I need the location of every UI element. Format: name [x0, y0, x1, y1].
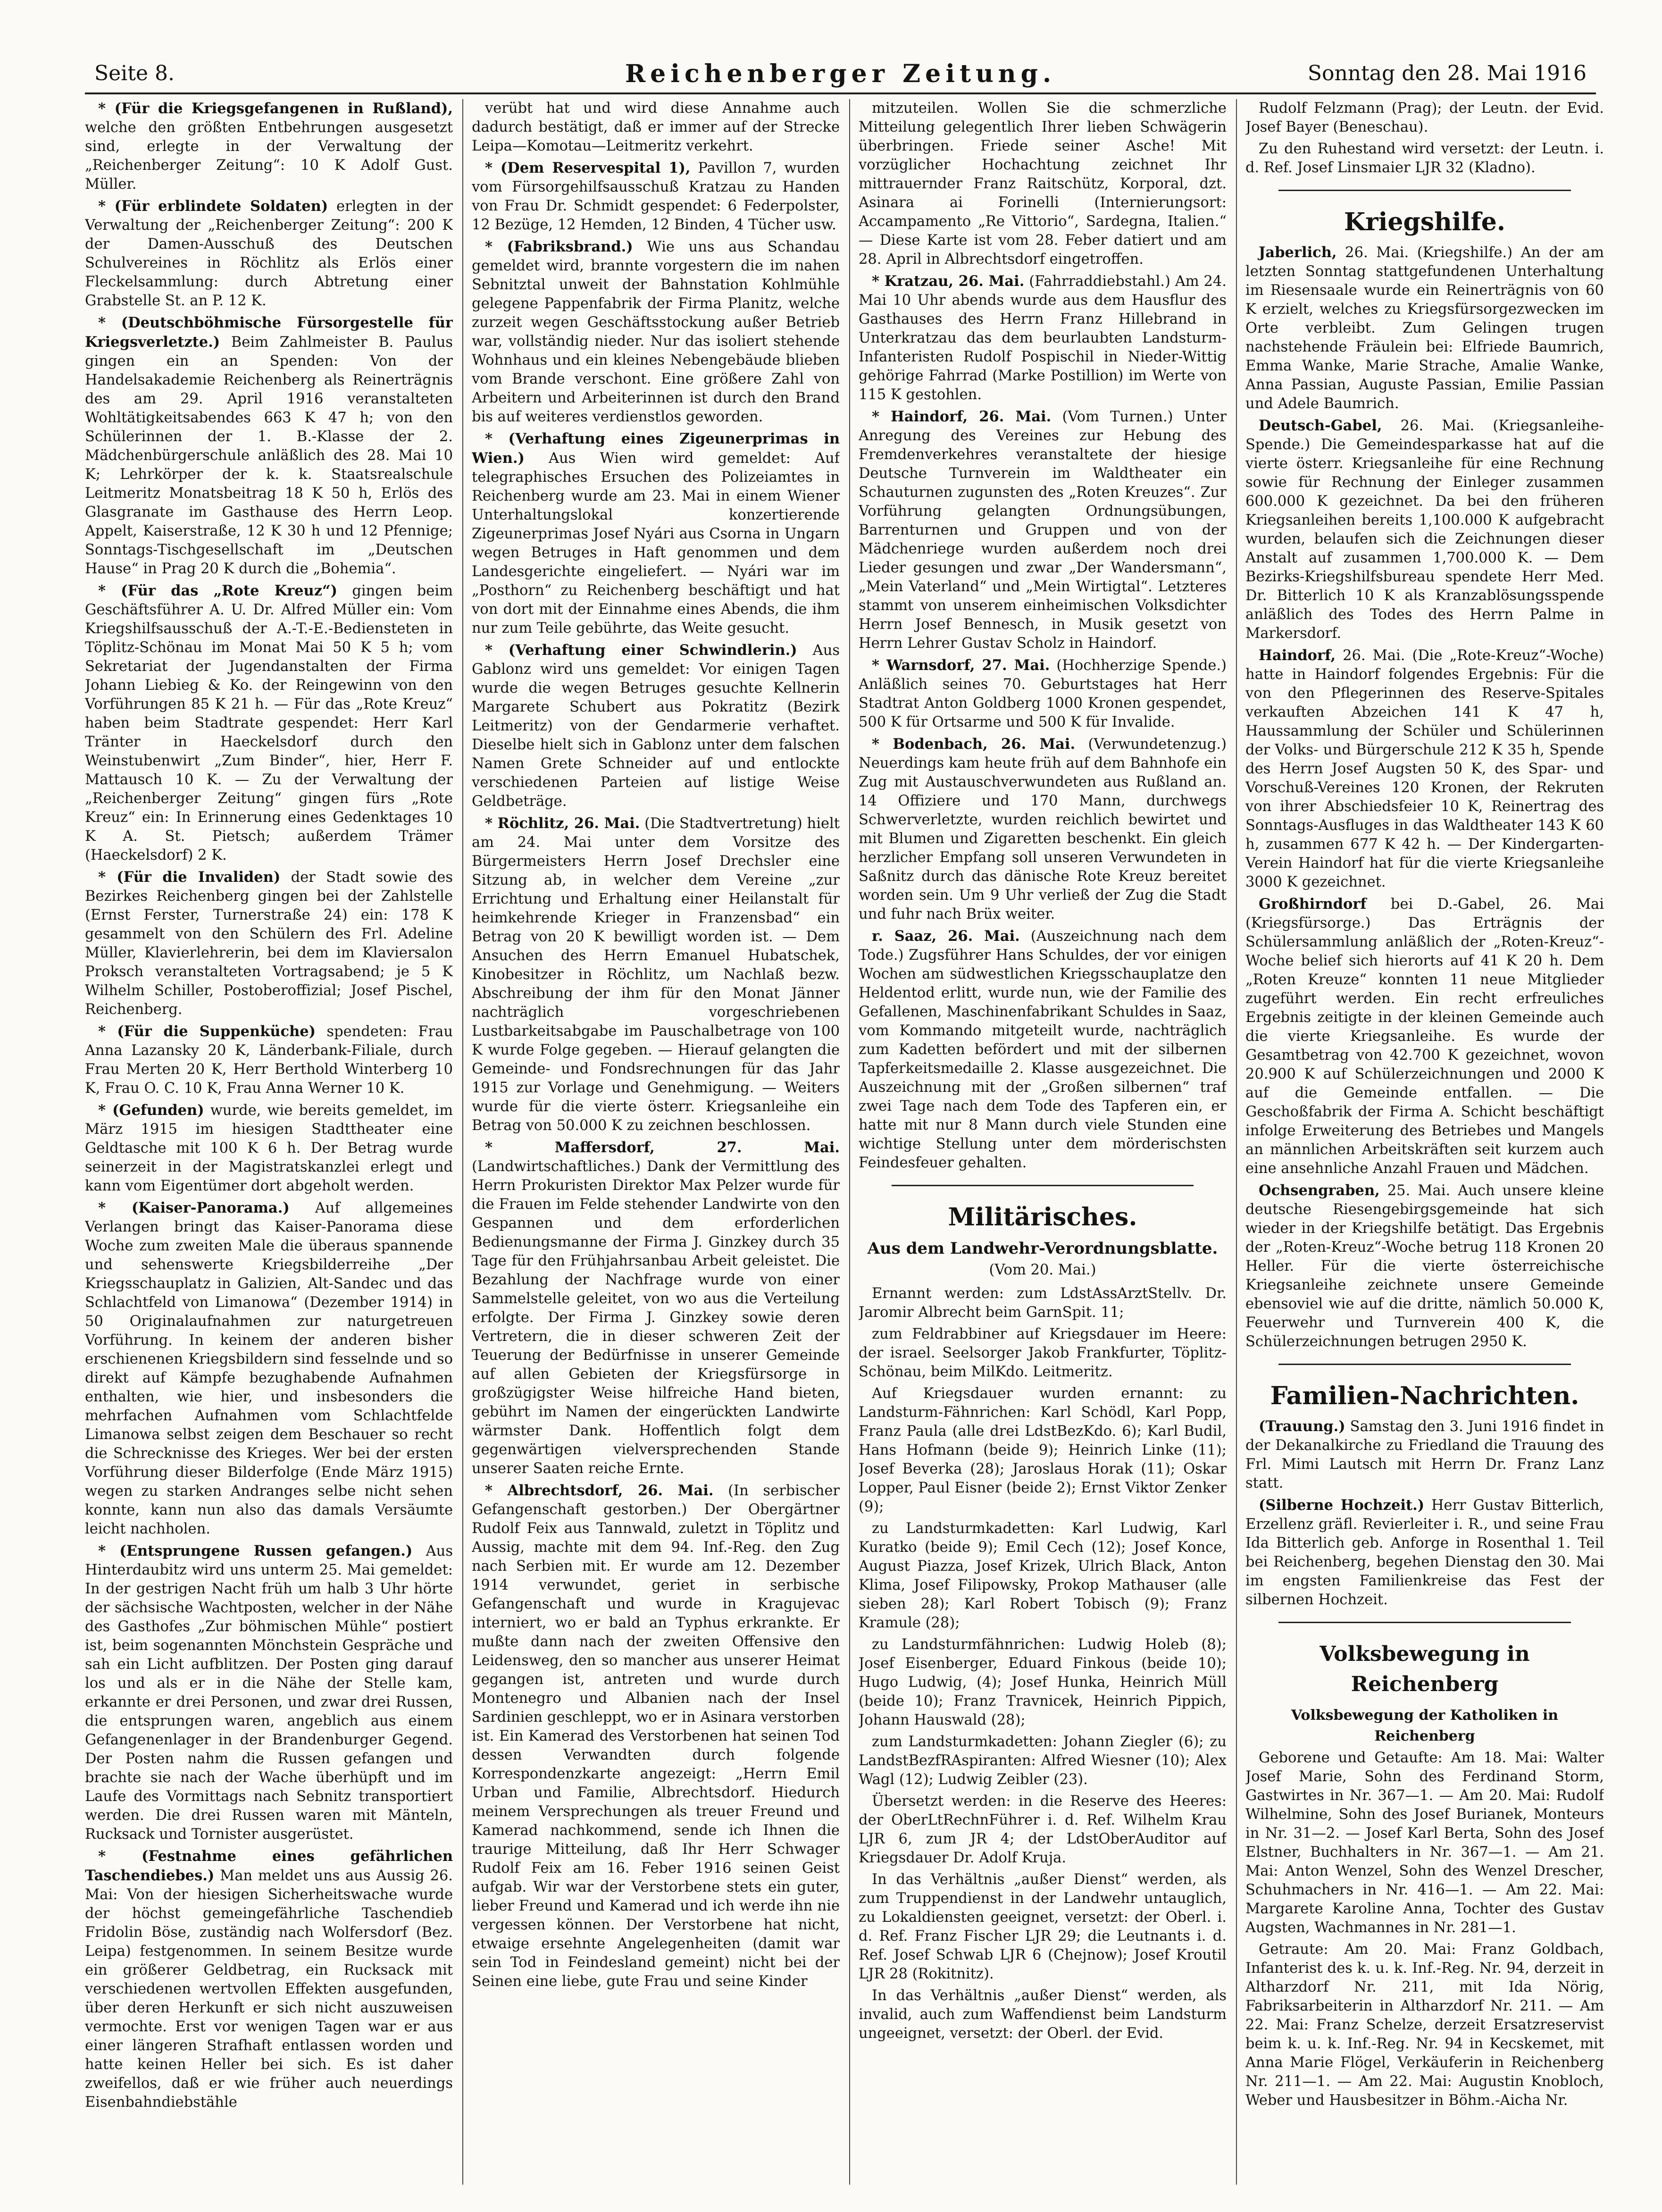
local-news-article — [472, 1138, 840, 1478]
article-keyword: * (Gefunden) — [98, 1102, 204, 1119]
article-text: mitzuteilen. Wollen Sie die schmerzliche Mitteilung gelegentlich Ihrer lieben Schwägerin überbringen. Friede seiner Asche! Mit vorzüglicher Hochachtung zeichnet Ihr mittrauernder Franz Raitschütz, Korporal, dzt. Asinara ai Forinelli (Internierungsort: Accampamento „Re Vittorio“, Sardegna, Italien.“ — Diese Karte ist vom 28. Feber datiert und am 28. April in Albrechtsdorf eingetroffen. — [859, 100, 1227, 268]
kriegshilfe-heading: Kriegshilfe. — [1344, 208, 1505, 236]
local-news-article — [859, 272, 1227, 404]
article-text: Herr Gustav Bitterlich, Erzellenz gräfl. Revierleiter i. R., und seine Frau Ida Bitterlich geb. Anforge in Rosenthal 1. Teil bei Reichenberg, begehen Dienstag den 30. Mai im engsten Familienkreise das Fest der silbernen Hochzeit. — [1245, 1497, 1604, 1608]
article-text: Aus Hinterdaubitz wird uns unterm 25. Mai gemeldet: In der gestrigen Nacht früh um halb 3 Uhr hörte der sächsische Wachtposten, welcher in der Nähe des Gasthofes „Zur böhmischen Mühle“ postiert ist, beim sogenannten Mönchstein Gespräche und sah ein Licht aufblitzen. Der Posten ging darauf los und als er in die Nähe der Stelle kam, erkannte er drei Personen, und zwar drei Russen, die entsprungen waren, angeblich aus einem Gefangenenlager in der Brandenburger Gegend. Der Posten nahm die Russen gefangen und brachte sie nach der Wache überhüpft und im Laufe des Vormittags nach Sebnitz transportiert werden. Die drei Russen waren mit Mänteln, Rucksack und Tornister ausgerüstet. — [85, 1543, 453, 1843]
local-news-article — [472, 641, 840, 811]
military-subheading: Aus dem Landwehr-Verordnungsblatte. — [867, 1239, 1218, 1258]
column-3 — [859, 99, 1227, 2185]
local-news-article — [85, 99, 453, 194]
article-keyword: (Silberne Hochzeit.) — [1259, 1497, 1425, 1514]
article-keyword: * Kratzau, 26. Mai. — [872, 273, 1025, 290]
article-text: (Die Stadtvertretung) hielt am 24. Mai unter dem Vorsitze des Bürgermeisters Herrn Josef Drechsler eine Sitzung ab, in welcher dem Vereine „zur Errichtung und Erhaltung einer Heilanstalt für heimkehrende Krieger in Franzensbad“ ein Betrag von 20 K bewilligt worden ist. — Dem Ansuchen des Herrn Emanuel Hubatschek, Kinobesitzer in Röchlitz, um Nachlaß bezw. Abschreibung der ihm für den Monat Jänner nachträglich vorgeschriebenen Lustbarkeitsabgabe im Pauschalbetrage von 100 K wurde Folge gegeben. — Hierauf gelangten die Gemeinde- und Fondsrechnungen für das Jahr 1915 zur Vorlage und Genehmigung. — Weiters wurde für die vierte österr. Kriegsanleihe ein Betrag von 50.000 K zu zeichnen beschlossen. — [472, 815, 840, 1134]
military-paragraph: In das Verhältnis „außer Dienst“ werden, als zum Truppendienst in der Landwehr untauglich, zu Lokaldiensten geeignet, versetzt: der Oberl. i. d. Ref. Franz Fischer LJR 29; die Leutnants i. d. Ref. Josef Schwab LJR 6 (Chejnow); Josef Kroutil LJR 28 (Rokitnitz). — [859, 1871, 1227, 1982]
column-divider — [849, 99, 850, 2185]
local-news-article — [472, 1481, 840, 1991]
kriegshilfe-article — [1245, 243, 1604, 413]
kriegshilfe-article — [1245, 1181, 1604, 1351]
article-text: (Auszeichnung nach dem Tode.) Zugsführer Hans Schuldes, der vor einigen Wochen am südwestlichen Kriegsschauplatze den Heldentod erlitt, wurde nun, wie der Familie des Gefallenen, Maschinenfabrikant Schuldes in Saaz, vom Kommando mitgeteilt wurde, nachträglich zum Kadetten befördert und mit der silbernen Tapferkeitsmedaille 2. Klasse ausgezeichnet. Die Auszeichnung mit der „Großen silbernen“ traf zwei Tage nach dem Tode des Tapferen ein, er hatte mit nur 8 Mann durch viele Stunden eine wichtige Stellung unter dem mörderischsten Feindesfeuer gehalten. — [859, 928, 1227, 1171]
article-keyword: * (Dem Reservespital 1), — [485, 159, 691, 176]
kriegshilfe-items — [1245, 243, 1604, 1351]
newspaper-title: Reichenberger Zeitung. — [625, 59, 1056, 88]
article-text: (Vom Turnen.) Unter Anregung des Vereines zur Hebung des Fremdenverkehres veranstaltete der hiesige Deutsche Turnverein im Waldtheater ein Schauturnen zugunsten des „Roten Kreuzes“. Zur Vorführung gelangten Ordnungsübungen, Barrenturnen und Gruppen und von der Mädchenriege wurden außerdem noch drei Lieder gesungen und zwar „Der Wandersmann“, „Mein Vaterland“ und „Mein Wirtigtal“. Letzteres stammt von unserem einheimischen Volksdichter Herrn Josef Bennesch, in Musik gesetzt von Herrn Lehrer Gustav Scholz in Haindorf. — [859, 409, 1227, 652]
article-text: (Hochherzige Spende.) Anläßlich seines 70. Geburtstages hat Herr Stadtrat Anton Goldberg 1000 Kronen gespendet, 500 K für Ortsarme und 500 K für Invalide. — [859, 657, 1227, 730]
article-keyword: * Bodenbach, 26. Mai. — [872, 736, 1076, 753]
article-keyword: * (Für die Suppenküche) — [98, 1023, 316, 1040]
local-news-article — [859, 99, 1227, 269]
local-news-article — [85, 1101, 453, 1196]
article-keyword: Jaberlich, — [1259, 244, 1337, 261]
article-keyword: * Maffersdorf, 27. Mai. — [485, 1139, 840, 1156]
local-news-article — [859, 927, 1227, 1173]
kriegshilfe-article — [1245, 895, 1604, 1178]
article-keyword: * (Für die Invaliden) — [98, 869, 281, 886]
article-keyword: * (Festnahme eines gefährlichen Taschendiebes.) — [85, 1848, 453, 1884]
volks-paragraph: Geborene und Getaufte: Am 18. Mai: Walter Josef Marie, Sohn des Ferdinand Storm, Gastwirtes in Nr. 367—1. — Am 20. Mai: Rudolf Wilhelmine, Sohn des Josef Burianek, Monteurs in Nr. 31—2. — Josef Karl Berta, Sohn des Josef Elstner, Buchhalters in Nr. 367—1. — Am 21. Mai: Anton Wenzel, Sohn des Wenzel Drescher, Schuhmachers in Nr. 416—1. — Am 22. Mai: Margarete Karoline Anna, Tochter des Gustav Augsten, Wachmannes in Nr. 281—1. — [1245, 1750, 1604, 1936]
article-text: (Verwundetenzug.) Neuerdings kam heute früh auf dem Bahnhofe ein Zug mit Austauschverwundeten aus Rußland an. 14 Offiziere und 170 Mann, durchwegs Schwerverletzte, wurden reichlich bewirtet und mit Blumen und Zigaretten beschenkt. Ein gleich herzlicher Empfang soll unseren Verwundeten in Saßnitz durch das dänische Rote Kreuz bereitet worden sein. Um 9 Uhr verließ der Zug die Stadt und fuhr nach Brüx weiter. — [859, 736, 1227, 922]
volks-items — [1245, 1749, 1604, 2110]
familien-items — [1245, 1417, 1604, 1609]
column-3-news — [859, 99, 1227, 1173]
military-paragraph: zum Landsturmkadetten: Johann Ziegler (6); zu LandstBezfRAspiranten: Alfred Wiesner (10); Alex Wagl (12); Ludwig Zeibler (23). — [859, 1734, 1227, 1788]
kriegshilfe-article — [1245, 646, 1604, 892]
header-rule — [85, 92, 1596, 94]
article-text: verübt hat und wird diese Annahme auch dadurch bestätigt, daß er immer auf der Strecke Leipa—Komotau—Leitmeritz verkehrt. — [472, 100, 840, 154]
section-rule — [1278, 190, 1571, 191]
article-text: (Fahrraddiebstahl.) Am 24. Mai 10 Uhr abends wurde aus dem Hausflur des Gasthauses des Herrn Franz Hillebrand in Unterkratzau das dem beurlaubten Landsturm-Infanteristen Rudolf Pospischil in Nieder-Wittig gehörige Fahrrad (Marke Postillion) im Werte von 115 K gestohlen. — [859, 273, 1227, 403]
article-keyword: * Röchlitz, 26. Mai. — [485, 815, 640, 832]
local-news-article — [859, 735, 1227, 924]
column-1 — [85, 99, 453, 2185]
local-news-article — [859, 407, 1227, 653]
article-keyword: Deutsch-Gabel, — [1259, 417, 1382, 434]
article-text: Beim Zahlmeister B. Paulus gingen ein an Spenden: Von der Handelsakademie Reichenberg als Reinerträgnis des am 29. April 1916 veranstalteten Wohltätigkeitsabendes 663 K 47 h; von den Schülerinnen der 1. B.-Klasse der 2. Mädchenbürgerschule anläßlich des 28. Mai 10 K; Lehrkörper der k. k. Staatsrealschule Leitmeritz Monatsbeitrag 18 K 50 h, Erlös des Glasgranate im Gasthause des Herrn Leop. Appelt, Kaiserstraße, 12 K 30 h und 12 Pfennige; Sonntags-Tischgesellschaft im „Deutschen Hause“ in Prag 20 K durch die „Bohemia“. — [85, 334, 453, 577]
article-keyword: * (Entsprungene Russen gefangen.) — [98, 1542, 413, 1559]
article-keyword: * (Für die Kriegsgefangenen in Rußland), — [98, 100, 453, 117]
page-header — [94, 57, 1587, 94]
article-text: wurde, wie bereits gemeldet, im März 1915 im hiesigen Stadttheater eine Geldtasche mit 100 K 6 h. Der Betrag wurde seinerzeit in der Magistratskanzlei erlegt und kann vom Eigentümer dort abgeholt werden. — [85, 1102, 453, 1194]
military-paragraph: Übersetzt werden: in die Reserve des Heeres: der OberLtRechnFührer i. d. Ref. Wilhelm Krau LJR 6, zum JR 4; der LdstOberAuditor auf Kriegsdauer Dr. Adolf Kruja. — [859, 1793, 1227, 1866]
article-text: Pavillon 7, wurden vom Fürsorgehilfsausschuß Kratzau zu Handen von Frau Dr. Schmidt gespendet: 6 Federpolster, 12 Bezüge, 12 Hemden, 12 Binden, 4 Tücher usw. — [472, 160, 840, 233]
military-paragraph: zu Landsturmkadetten: Karl Ludwig, Karl Kuratko (beide 9); Emil Cech (12); Josef Konce, August Piazza, Josef Krizek, Ulrich Black, Anton Klima, Josef Filipowsky, Prokop Mathauser (alle sieben 28); Karl Robert Tobisch (9); Franz Kramule (28); — [859, 1520, 1227, 1631]
kriegshilfe-article — [1245, 416, 1604, 643]
article-text: Auf allgemeines Verlangen bringt das Kaiser-Panorama diese Woche zum zweiten Male die überaus spannende und sehenswerte Kriegsbilderreihe „Der Kriegsschauplatz in Galizien, Alt-Sandec und das Schlachtfeld von Limanowa“ (Dezember 1914) in 50 Originalaufnahmen zur naturgetreuen Vorführung. In keinem der anderen bisher erschienenen Kriegsbildern sind fesselnde und so direkt auf Kämpfe bezughabende Aufnahmen enthalten, wie hier, und insbesonders die mehrfachen Aufnahmen vom Schlachtfelde Limanowa selbst zeigen dem Beschauer so recht die Schrecknisse des Krieges. Wer bei der ersten Vorführung dieser Bilderfolge (Ende März 1915) wegen zu starken Andranges selbe nicht sehen konnte, kann nun also das damals Versäumte leicht nachholen. — [85, 1200, 453, 1537]
column-4 — [1245, 99, 1604, 2185]
article-keyword: * (Deutschböhmische Fürsorgestelle für Kriegsverletzte.) — [85, 314, 453, 351]
local-news-article — [85, 1847, 453, 2112]
article-text: 25. Mai. Auch unsere kleine deutsche Riesengebirgsgemeinde hat sich wieder in der Kriegshilfe betätigt. Das Ergebnis der „Roten-Kreuz“-Woche betrug 118 Kronen 20 Heller. Für die vierte österreichische Kriegsanleihe zeichnete unsere Gemeinde ebensoviel wie auf die dritte, nämlich 50.000 K, Feuerwehr und Turnverein 400 K, die Schülerzeichnungen betrugen 2950 K. — [1245, 1182, 1604, 1350]
military-paragraph: Rudolf Felzmann (Prag); der Leutn. der Evid. Josef Bayer (Beneschau). — [1245, 100, 1604, 135]
article-text: Samstag den 3. Juni 1916 findet in der Dekanalkirche zu Friedland die Trauung des Frl. Mimi Lautsch mit Herrn Dr. Franz Lanz statt. — [1245, 1418, 1604, 1491]
columns — [85, 99, 1604, 2185]
familien-heading: Familien-Nachrichten. — [1270, 1382, 1579, 1410]
local-news-article — [85, 581, 453, 865]
military-paragraph: zu Landsturmfähnrichen: Ludwig Holeb (8); Josef Eisenberger, Eduard Finkous (beide 10); Hugo Ludwig, (4); Josef Hunka, Heinrich Müll (beide 10); Franz Travnicek, Heinrich Pippich, Johann Hauswald (28); — [859, 1636, 1227, 1728]
article-keyword: * Warnsdorf, 27. Mai. — [872, 657, 1050, 674]
local-news-article — [85, 1198, 453, 1539]
article-text: der Stadt sowie des Bezirkes Reichenberg gingen bei der Zahlstelle (Ernst Ferster, Turnerstraße 24) ein: 178 K gesammelt von den Schülern des Frl. Adeline Müller, Klavierlehrerin, bei dem im Klaviersalon Proksch veranstalteten Vortragsabend; je 5 K Wilhelm Schiller, Postoberoffizial; Josef Pischel, Reichenberg. — [85, 869, 453, 1018]
article-keyword: Großhirndorf — [1259, 896, 1367, 913]
volks-subheading: Volksbewegung der Katholiken in Reichenberg — [1291, 1707, 1559, 1744]
article-text: 26. Mai. (Kriegsanleihe-Spende.) Die Gemeindesparkasse hat auf die vierte österr. Kriegsanleihe für eine Rechnung sowie für Rechnung der Einleger zusammen 600.000 K gezeichnet. Da bei den früheren Kriegsanleihen bereits 1,100.000 K aufgebracht wurden, belaufen sich die Zeichnungen dieser Anstalt auf zusammen 1,700.000 K. — Dem Bezirks-Kriegshilfsbureau spendete Herr Med. Dr. Bitterlich 10 K als Kranzablösungsspende anläßlich des Todes des Herrn Palme in Markersdorf. — [1245, 418, 1604, 642]
article-keyword: * (Für das „Rote Kreuz“) — [98, 582, 338, 599]
volks-heading: Volksbewegung in Reichenberg — [1320, 1642, 1530, 1696]
column-2 — [472, 99, 840, 2185]
local-news-article — [472, 814, 840, 1135]
article-keyword: Haindorf, — [1259, 647, 1336, 664]
column-divider — [462, 99, 463, 2185]
familien-article — [1245, 1417, 1604, 1493]
article-keyword: * (Verhaftung eines Zigeunerprimas in Wien.) — [472, 430, 840, 467]
local-news-article — [472, 99, 840, 156]
local-news-article — [472, 159, 840, 235]
article-keyword: r. Saaz, 26. Mai. — [872, 928, 1020, 945]
military-paragraph: In das Verhältnis „außer Dienst“ werden, als invalid, auch zum Waffendienst beim Landsturm ungeeignet, versetzt: der Oberl. der Evid. — [859, 1987, 1227, 2042]
section-rule — [892, 1185, 1194, 1186]
article-text: gingen beim Geschäftsführer A. U. Dr. Alfred Müller ein: Vom Kriegshilfsausschuß der A.-T.-E.-Bediensteten in Töplitz-Schönau im Monat Mai 50 K 5 h; vom Sekretariat der Jugendanstalten der Firma Johann Liebieg & Ko. der Reingewinn von den Vorführungen 85 K 21 h. — Für das „Rote Kreuz“ haben beim Stadtrate gespendet: Herr Karl Tränter in Haeckelsdorf durch den Weinstubenwirt „Zum Binder“, hier, Herr F. Mattausch 10 K. — Zu der Verwaltung der „Reichenberger Zeitung“ gingen fürs „Rote Kreuz“ ein: In Erinnerung eines Gedenktages 10 K A. St. Pietsch; außerdem Trämer (Haeckelsdorf) 2 K. — [85, 583, 453, 863]
section-rule — [1278, 1364, 1571, 1365]
local-news-article — [859, 656, 1227, 732]
article-keyword: * Albrechtsdorf, 26. Mai. — [485, 1482, 714, 1499]
article-keyword: * Haindorf, 26. Mai. — [872, 408, 1052, 425]
volks-paragraph: Getraute: Am 20. Mai: Franz Goldbach, Infanterist des k. u. k. Inf.-Reg. Nr. 94, derzeit in Altharzdorf Nr. 211, mit Ida Nörig, Fabriksarbeiterin in Altharzdorf Nr. 211. — Am 22. Mai: Franz Schelze, derzeit Ersatzreservist beim k. u. k. Inf.-Reg. Nr. 94 in Kecskemet, mit Anna Marie Flögel, Verkäuferin in Reichenberg Nr. 211—1. — Am 22. Mai: Augustin Knobloch, Weber und Hausbesitzer in Böhm.-Aicha Nr. — [1245, 1941, 1604, 2109]
article-keyword: (Trauung.) — [1259, 1418, 1345, 1435]
military-continued — [1245, 99, 1604, 177]
local-news-article — [85, 1542, 453, 1844]
article-text: 26. Mai. (Die „Rote-Kreuz“-Woche) hatte in Haindorf folgendes Ergebnis: Für die von den Pflegerinnen des Reserve-Spitales verkauften Abzeichen 141 K 47 h, Haussammlung der Schüler und Schülerinnen der Volks- und Bürgerschule 212 K 35 h, Spende des Herrn Josef Augsten 50 K, des Spar- und Vorschuß-Vereines 120 Kronen, der Rekruten von ihrer Abschiedsfeier 10 K, Reinertrag des Sonntags-Ausfluges in das Waldtheater 143 K 60 h, zusammen 677 K 42 h. — Der Kindergarten-Verein Haindorf hat für die vierte Kriegsanleihe 3000 K gezeichnet. — [1245, 647, 1604, 890]
article-keyword: * (Für erblindete Soldaten) — [98, 198, 328, 215]
local-news-article — [85, 313, 453, 578]
section-rule — [1278, 1622, 1571, 1623]
military-heading: Militärisches. — [948, 1203, 1137, 1232]
article-text: Man meldet uns aus Aussig 26. Mai: Von der hiesigen Sicherheitswache wurde der höchst gemeingefährliche Taschendieb Fridolin Böse, zuständig nach Wolfersdorf (Bez. Leipa) festgenommen. In seinem Besitze wurde ein größerer Geldbetrag, ein Rucksack mit verschiedenen wertvollen Effekten ausgefunden, über deren Herkunft er sich nicht auszuweisen vermochte. Erst vor wenigen Tagen war er aus einer längeren Strafhaft entlassen worden und hatte keinen Heller bei sich. Es ist daher zweifellos, daß er wie früher auch neuerdings Eisenbahndiebstähle — [85, 1868, 453, 2111]
issue-date: Sonntag den 28. Mai 1916 — [1307, 61, 1587, 85]
article-text: Wie uns aus Schandau gemeldet wird, brannte vorgestern die im nahen Sebnitztal unweit der Bahnstation Kohlmühle gelegene Pappenfabrik der Firma Planitz, welche zurzeit wegen Geschäftsstockung außer Betrieb war, vollständig nieder. Nur das isoliert stehende Wohnhaus und ein kleines Nebengebäude blieben vom Brande verschont. Eine größere Zahl von Arbeitern und Arbeiterinnen ist durch den Brand bis auf weiteres verdienstlos geworden. — [472, 239, 840, 425]
local-news-article — [472, 429, 840, 638]
military-paragraph: Auf Kriegsdauer wurden ernannt: zu Landsturm-Fähnrichen: Karl Schödl, Karl Popp, Franz Paula (alle drei LdstBezKdo. 6); Karl Budil, Hans Hofmann (beide 9); Heinrich Linke (11); Josef Beverka (28); Jaroslaus Horak (11); Oskar Lopper, Paul Eisner (beide 2); Ernst Viktor Zenker (9); — [859, 1385, 1227, 1515]
article-text: (In serbischer Gefangenschaft gestorben.) Der Obergärtner Rudolf Feix aus Tannwald, zuletzt in Töplitz und Aussig, machte mit dem 94. Inf.-Reg. den Zug nach Serbien mit. Er wurde am 12. Dezember 1914 verwundet, geriet in serbische Gefangenschaft und wurde in Kragujevac interniert, wo er bald an Typhus erkrankte. Er mußte dann nach der zweiten Offensive den Leidensweg, den so mancher aus unserer Heimat gegangen ist, antreten und wurde durch Montenegro und Albanien nach der Insel Sardinien geschleppt, wo er in Asinara verstorben ist. Ein Kamerad des Verstorbenen hat seinen Tod dessen Verwandten durch folgende Korrespondenzkarte angezeigt: „Herrn Emil Urban und Familie, Albrechtsdorf. Hiedurch meinem Versprechungen als treuer Freund und Kamerad nachkommend, sende ich Ihnen die traurige Mitteilung, daß Ihr Herr Schwager Rudolf Feix am 16. Feber 1916 seinen Geist aufgab. Wir war der Verstorbene stets ein guter, lieber Freund und Kamerad und ich werde ihn nie vergessen können. Der Verstorbene hat nicht, etwaige ersehnte Angelegenheiten (damit war sein Tod in Feindesland gemeint) nicht bei der Seinen eine liebe, gute Frau und seine Kinder — [472, 1483, 840, 1990]
article-keyword: Ochsengraben, — [1259, 1182, 1380, 1199]
military-paragraph: zum Feldrabbiner auf Kriegsdauer im Heere: der israel. Seelsorger Jakob Frankfurter, Töplitz-Schönau, beim MilKdo. Leitmeritz. — [859, 1326, 1227, 1380]
article-text: Aus Gablonz wird uns gemeldet: Vor einigen Tagen wurde die wegen Betruges gesuchte Kellnerin Margarete Schubert aus Pokratitz (Bezirk Leitmeritz) von der Gendarmerie verhaftet. Dieselbe hielt sich in Gablonz unter dem falschen Namen Grete Schneider auf und entlockte verschiedenen Parteien auf listige Weise Geldbeträge. — [472, 642, 840, 810]
article-text: Aus Wien wird gemeldet: Auf telegraphisches Ersuchen des Polizeiamtes in Reichenberg wurde am 23. Mai in einem Wiener Unterhaltungslokal konzertierende Zigeunerprimas Josef Nyári aus Csorna in Ungarn wegen Betruges in Haft genommen und dem Landesgerichte eingeliefert. — Nyári war im „Posthorn“ zu Reichenberg beschäftigt und hat von dort mit der Einnahme eines Abends, die ihm nur zum Teile gebührte, das Weite gesucht. — [472, 450, 840, 637]
local-news-article — [85, 868, 453, 1019]
article-keyword: * (Kaiser-Panorama.) — [98, 1199, 290, 1216]
military-paragraph: Zu den Ruhestand wird versetzt: der Leutn. i. d. Ref. Josef Linsmaier LJR 32 (Kladno). — [1245, 141, 1604, 176]
article-keyword: * (Fabriksbrand.) — [485, 238, 633, 255]
article-keyword: * (Verhaftung einer Schwindlerin.) — [485, 642, 797, 659]
local-news-article — [85, 197, 453, 310]
article-text: (Landwirtschaftliches.) Dank der Vermittlung des Herrn Prokuristen Direktor Max Pelzer wurde für die Frauen im Felde stehender Landwirte von den Gespannen und dem erforderlichen Bedienungsmanne der Firma J. Ginzkey durch 35 Tage für den Frühjahrsanbau Arbeit geleistet. Die Bezahlung der Nachfrage wurde von einer Sammelstelle geleitet, von wo aus die Verteilung erfolgte. Der Firma J. Ginzkey sowie deren Vertretern, die in dieser schweren Zeit der Teuerung der Bedürfnisse in unserer Gemeinde auf allen Gebieten der Kriegsfürsorge in großzügigster Weise hilfreiche Hand bieten, gebührt im Namen der eingerückten Landwirte wärmster Dank. Hoffentlich folgt dem gegenwärtigen vielversprechenden Stande unserer Saaten reiche Ernte. — [472, 1158, 840, 1477]
local-news-article — [85, 1022, 453, 1098]
military-date: (Vom 20. Mai.) — [989, 1262, 1096, 1278]
article-text: erlegten in der Verwaltung der „Reichenberger Zeitung“: 200 K der Damen-Ausschuß des Deutschen Schulvereines in Röchlitz als Erlös einer Fleckelsammlung: durch Abtretung einer Grabstelle St. an P. 12 K. — [85, 198, 453, 309]
article-text: bei D.-Gabel, 26. Mai (Kriegsfürsorge.) Das Erträgnis der Schülersammlung anläßlich der „Roten-Kreuz“-Woche belief sich hierorts auf 41 K 20 h. Dem „Roten Kreuze“ konnten 11 neue Mitglieder zugeführt werden. Ein recht erfreuliches Ergebnis zeitigte in der kleinen Gemeinde auch die vierte Kriegsanleihe. Es wurde der Gesamtbetrag von 42.700 K gezeichnet, wovon 20.900 K auf Schülerzeichnungen und 2000 K auf die Gemeinde entfallen. — Die Geschoßfabrik der Firma A. Schicht beschäftigt infolge Erweiterung des Betriebes und Mangels an männlichen Arbeitskräften seit kurzem auch eine ansehnliche Anzahl Frauen und Mädchen. — [1245, 896, 1604, 1177]
article-text: spendeten: Frau Anna Lazansky 20 K, Länderbank-Filiale, durch Frau Merten 20 K, Herr Berthold Winterberg 10 K, Frau O. C. 10 K, Frau Anna Werner 10 K. — [85, 1023, 453, 1097]
column-divider — [1236, 99, 1237, 2185]
article-text: welche den größten Entbehrungen ausgesetzt sind, erlegte in der Verwaltung der „Reichenberger Zeitung“: 10 K Adolf Gust. Müller. — [85, 119, 453, 193]
familien-article — [1245, 1496, 1604, 1609]
page-number: Seite 8. — [94, 61, 175, 85]
local-news-article — [472, 237, 840, 427]
military-paragraph: Ernannt werden: zum LdstAssArztStellv. Dr. Jaromir Albrecht beim GarnSpit. 11; — [859, 1285, 1227, 1321]
military-items — [859, 1284, 1227, 2043]
article-text: 26. Mai. (Kriegshilfe.) An der am letzten Sonntag stattgefundenen Unterhaltung im Riesensaale wurde ein Reinerträgnis von 60 K erzielt, welches zu Kriegsfürsorgezwecken im Orte verbleibt. Zum Gelingen trugen nachstehende Fräulein bei: Elfriede Baumrich, Emma Wanke, Marie Strache, Amalie Wanke, Anna Passian, Auguste Passian, Emilie Passian und Adele Baumrich. — [1245, 244, 1604, 412]
